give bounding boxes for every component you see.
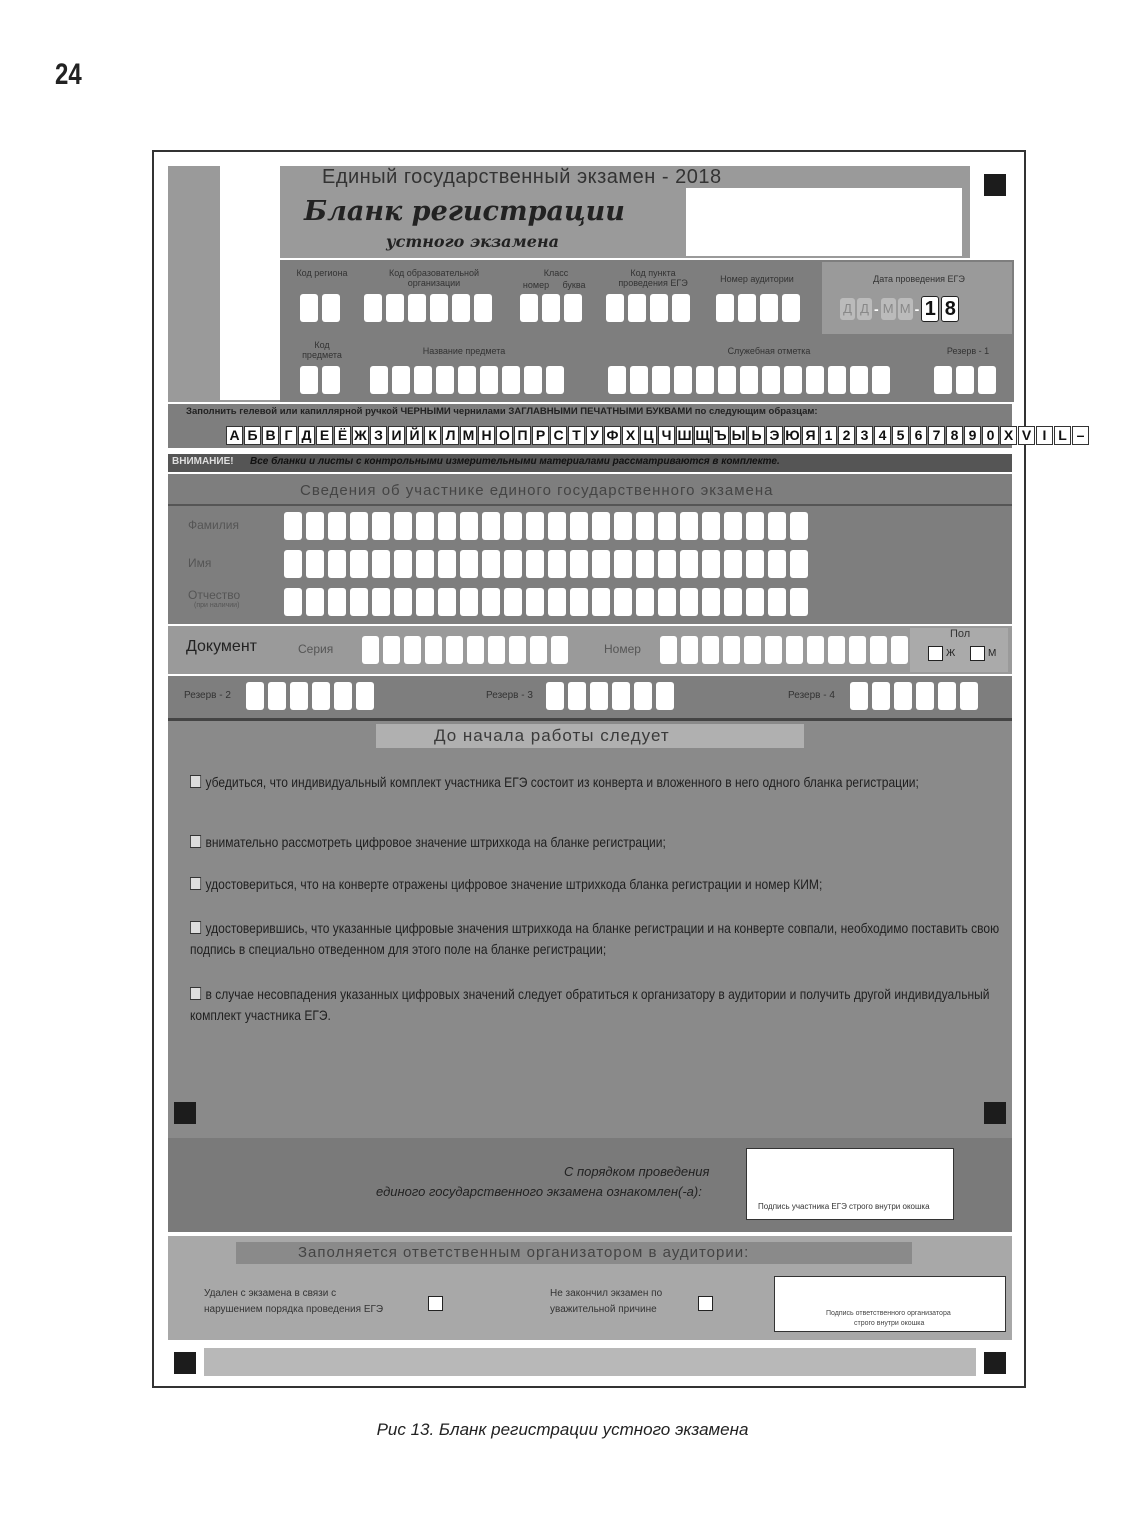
reserve1-cells[interactable]	[934, 366, 996, 394]
reserve4-cells[interactable]	[850, 682, 978, 710]
letter-cell[interactable]	[724, 550, 742, 578]
organizer-signature-caption-2: строго внутри окошка	[854, 1320, 925, 1327]
letter-cell[interactable]	[680, 588, 698, 616]
letter-cell[interactable]	[416, 512, 434, 540]
sample-glyph: Г	[280, 426, 297, 445]
reserve1-label: Резерв - 1	[946, 346, 990, 356]
letter-cell[interactable]	[790, 550, 808, 578]
letter-cell[interactable]	[702, 550, 720, 578]
letter-cell[interactable]	[592, 588, 610, 616]
sex-label: Пол	[950, 628, 971, 640]
participant-signature-caption: Подпись участника ЕГЭ строго внутри окошка	[758, 1202, 930, 1211]
date-year-2: 8	[941, 296, 959, 322]
sex-male-checkbox[interactable]	[970, 646, 985, 661]
letter-cell[interactable]	[394, 550, 412, 578]
sample-glyph: З	[370, 426, 387, 445]
patronymic-label: Отчество	[188, 588, 241, 602]
sample-glyph: Ж	[352, 426, 369, 445]
letter-cell[interactable]	[746, 550, 764, 578]
letter-cell[interactable]	[658, 588, 676, 616]
series-label: Серия	[298, 642, 334, 656]
blank-title: Бланк регистрации	[304, 196, 625, 227]
corner-marker-top-right	[984, 174, 1006, 196]
sample-glyph: 3	[856, 426, 873, 445]
sex-female-option[interactable]	[928, 646, 955, 661]
bottom-strip	[204, 1348, 976, 1376]
section-divider	[168, 504, 1012, 506]
instruction-item	[190, 772, 1003, 793]
letter-cell[interactable]	[548, 512, 566, 540]
organizer-section-title: Заполняется ответственным организатором в аудитории:	[298, 1244, 750, 1261]
date-month-1[interactable]: М	[881, 298, 896, 320]
not-finished-text-line-1: Не закончил экзамен по	[550, 1288, 663, 1299]
letter-cell[interactable]	[372, 550, 390, 578]
instruction-text: убедиться, что индивидуальный комплект участника ЕГЭ состоит из конверта и вложенного в него одного бланка регистрации;	[205, 774, 919, 790]
corner-marker-mid-left	[174, 1102, 196, 1124]
org-cells[interactable]	[364, 294, 492, 322]
sample-glyph: L	[1054, 426, 1071, 445]
letter-cell[interactable]	[482, 550, 500, 578]
sample-glyph: В	[262, 426, 279, 445]
sample-glyph: Ъ	[712, 426, 729, 445]
letter-cell[interactable]	[724, 588, 742, 616]
letter-cell[interactable]	[548, 550, 566, 578]
reserve4-label: Резерв - 4	[788, 690, 835, 701]
removed-text-line-1: Удален с экзамена в связи с	[204, 1288, 337, 1299]
letter-cell[interactable]	[614, 512, 632, 540]
sample-glyph: Щ	[695, 427, 710, 443]
letter-cell[interactable]	[636, 588, 654, 616]
sample-glyph: Ч	[658, 426, 675, 445]
number-label: Номер	[604, 642, 641, 656]
corner-marker-mid-right	[984, 1102, 1006, 1124]
surname-cells[interactable]	[284, 512, 808, 540]
series-cells[interactable]	[362, 636, 568, 664]
sample-glyph: Ы	[731, 427, 746, 443]
sample-glyph: О	[496, 426, 513, 445]
letter-cell[interactable]	[306, 588, 324, 616]
letter-cell[interactable]	[768, 550, 786, 578]
sample-glyph: Ё	[334, 426, 351, 445]
letter-cell[interactable]	[724, 512, 742, 540]
sample-glyph: Б	[244, 426, 261, 445]
sample-glyph: Э	[766, 426, 783, 445]
sample-glyph: Л	[442, 426, 459, 445]
letter-cell[interactable]	[438, 512, 456, 540]
sample-glyph: Е	[316, 426, 333, 445]
reserve2-label: Резерв - 2	[184, 690, 231, 701]
patronymic-cells[interactable]	[284, 588, 808, 616]
letter-cell[interactable]	[394, 512, 412, 540]
letter-cell[interactable]	[328, 512, 346, 540]
instruction-text: удостоверившись, что указанные цифровые значения штрихкода на бланке регистрации и на конверте совпали, необходимо поставить свою подпись в специально отведенном для этого поле на бланке регистрации;	[190, 920, 1000, 957]
service-mark-label: Служебная отметка	[727, 346, 811, 356]
letter-cell[interactable]	[284, 588, 302, 616]
letter-cell[interactable]	[768, 512, 786, 540]
subject-name-cells[interactable]	[370, 366, 564, 394]
sample-glyph: 7	[928, 426, 945, 445]
room-cells[interactable]	[716, 294, 800, 322]
instruction-text: внимательно рассмотреть цифровое значение штрихкода на бланке регистрации;	[205, 834, 666, 850]
sample-instruction: Заполнить гелевой или капиллярной ручкой ЧЕРНЫМИ чернилами ЗАГЛАВНЫМИ ПЕЧАТНЫМИ БУКВАМИ по следующим образцам:	[186, 406, 818, 417]
letter-cell[interactable]	[614, 588, 632, 616]
instruction-item	[190, 984, 1003, 1026]
name-label: Имя	[188, 556, 212, 570]
removed-checkbox[interactable]	[428, 1296, 443, 1311]
letter-cell[interactable]	[746, 512, 764, 540]
letter-cell[interactable]	[284, 512, 302, 540]
letter-cell[interactable]	[790, 588, 808, 616]
letter-cell[interactable]	[482, 512, 500, 540]
class-label: Класс	[543, 268, 569, 278]
date-month-2[interactable]: М	[898, 298, 913, 320]
patronymic-note: (при наличии)	[194, 602, 240, 609]
class-cells[interactable]	[520, 294, 582, 322]
class-number-label: номер	[522, 280, 550, 290]
letter-cell[interactable]	[570, 588, 588, 616]
sample-glyph: К	[424, 426, 441, 445]
letter-cell[interactable]	[350, 588, 368, 616]
not-finished-text-line-2: уважительной причине	[550, 1304, 657, 1315]
participant-section-title: Сведения об участнике единого государственного экзамена	[300, 482, 774, 499]
sample-glyph: –	[1072, 426, 1089, 445]
sample-glyph: Ф	[604, 426, 621, 445]
sample-glyph: П	[514, 426, 531, 445]
sample-glyph: Ь	[748, 426, 765, 445]
letter-cell[interactable]	[702, 588, 720, 616]
reserve3-cells[interactable]	[546, 682, 674, 710]
letter-cell[interactable]	[570, 550, 588, 578]
letter-cell[interactable]	[306, 512, 324, 540]
sample-glyph: 8	[946, 426, 963, 445]
checkbox-bullet-icon	[190, 921, 201, 934]
instruction-text: в случае несовпадения указанных цифровых значений следует обратиться к организатору в аудитории и получить другой индивидуальный комплект участника ЕГЭ.	[190, 986, 990, 1023]
date-sep-1: -	[874, 301, 879, 317]
sample-glyph: Д	[298, 426, 315, 445]
sample-glyph: Н	[478, 426, 495, 445]
document-label: Документ	[186, 638, 257, 655]
sex-male-label: М	[988, 648, 997, 659]
corner-marker-bottom-right	[984, 1352, 1006, 1374]
letter-cell[interactable]	[702, 512, 720, 540]
reserve3-label: Резерв - 3	[486, 690, 533, 701]
letter-cell[interactable]	[526, 588, 544, 616]
date-label: Дата проведения ЕГЭ	[873, 274, 965, 284]
sample-glyph: А	[226, 426, 243, 445]
sample-glyph: 9	[964, 426, 981, 445]
sample-glyph: 0	[982, 426, 999, 445]
sample-glyph: Й	[406, 426, 423, 445]
letter-cell[interactable]	[328, 550, 346, 578]
ppe-label: Код пункта проведения ЕГЭ	[618, 268, 688, 288]
letter-cell[interactable]	[460, 512, 478, 540]
not-finished-checkbox[interactable]	[698, 1296, 713, 1311]
checkbox-bullet-icon	[190, 987, 201, 1000]
date-year-1: 1	[921, 296, 939, 322]
letter-cell[interactable]	[658, 550, 676, 578]
reserve2-cells[interactable]	[246, 682, 374, 710]
date-sep-2: -	[914, 301, 920, 317]
letter-cell[interactable]	[460, 588, 478, 616]
letter-cell[interactable]	[526, 512, 544, 540]
letter-cell[interactable]	[570, 512, 588, 540]
sample-glyph: И	[388, 426, 405, 445]
sample-glyph: Я	[802, 426, 819, 445]
letter-cell[interactable]	[350, 512, 368, 540]
letter-cell[interactable]	[504, 550, 522, 578]
date-cells[interactable]	[840, 296, 959, 322]
letter-cell[interactable]	[592, 512, 610, 540]
subject-name-label: Название предмета	[422, 346, 506, 356]
letter-cell[interactable]	[636, 512, 654, 540]
letter-cell[interactable]	[394, 588, 412, 616]
acknowledgement-line-1: С порядком проведения	[564, 1164, 710, 1179]
instruction-text: удостовериться, что на конверте отражены цифровое значение штрихкода бланка регистрации и номер КИМ;	[205, 876, 823, 892]
sample-glyph: 5	[892, 426, 909, 445]
room-label: Номер аудитории	[720, 274, 794, 284]
sample-glyph: С	[550, 426, 567, 445]
letter-cell[interactable]	[438, 588, 456, 616]
barcode-area	[220, 166, 280, 400]
sample-glyph: Т	[568, 426, 585, 445]
letter-cell[interactable]	[306, 550, 324, 578]
letter-cell[interactable]	[350, 550, 368, 578]
removed-text-line-2: нарушением порядка проведения ЕГЭ	[204, 1304, 384, 1315]
sample-glyph: 1	[820, 426, 837, 445]
checkbox-bullet-icon	[190, 835, 201, 848]
surname-label: Фамилия	[188, 518, 239, 532]
letter-cell[interactable]	[548, 588, 566, 616]
letter-cell[interactable]	[416, 588, 434, 616]
instruction-item	[190, 918, 1003, 960]
subject-code-cells[interactable]	[300, 366, 340, 394]
number-cells[interactable]	[660, 636, 908, 664]
sex-male-option[interactable]	[970, 646, 996, 661]
letter-cell[interactable]	[658, 512, 676, 540]
organizer-signature-caption-1: Подпись ответственного организатора	[826, 1310, 951, 1317]
sample-glyph: 6	[910, 426, 927, 445]
letter-cell[interactable]	[592, 550, 610, 578]
letter-cell[interactable]	[614, 550, 632, 578]
letter-cell[interactable]	[790, 512, 808, 540]
sex-female-label: Ж	[946, 648, 956, 659]
sample-glyph: I	[1036, 426, 1053, 445]
exam-title: Единый государственный экзамен - 2018	[322, 166, 722, 188]
sample-glyph: М	[460, 426, 477, 445]
ppe-cells[interactable]	[606, 294, 690, 322]
letter-cell[interactable]	[328, 588, 346, 616]
checkbox-bullet-icon	[190, 775, 201, 788]
blank-subtitle: устного экзамена	[386, 232, 559, 251]
letter-cell[interactable]	[284, 550, 302, 578]
letter-cell[interactable]	[372, 588, 390, 616]
sample-glyph: Ш	[677, 427, 692, 443]
letter-cell[interactable]	[526, 550, 544, 578]
letter-cell[interactable]	[680, 512, 698, 540]
letter-cell[interactable]	[504, 512, 522, 540]
date-day-2[interactable]: Д	[857, 298, 872, 320]
qr-area	[686, 188, 962, 256]
warning-text: Все бланки и листы с контрольными измерительными материалами рассматриваются в комплекте.	[250, 456, 780, 467]
sample-glyph: X	[1000, 426, 1017, 445]
instruction-item	[190, 832, 1003, 853]
letter-cell[interactable]	[680, 550, 698, 578]
name-cells[interactable]	[284, 550, 808, 578]
region-cells[interactable]	[300, 294, 340, 322]
sample-glyph: V	[1018, 426, 1035, 445]
instructions-title: До начала работы следует	[434, 726, 670, 745]
sample-glyph: Х	[622, 426, 639, 445]
page-number: 24	[55, 58, 82, 91]
sample-glyph: Р	[532, 426, 549, 445]
date-day-1[interactable]: Д	[840, 298, 855, 320]
subject-code-label: Код предмета	[302, 340, 342, 360]
letter-cell[interactable]	[636, 550, 654, 578]
letter-cell[interactable]	[768, 588, 786, 616]
letter-cell[interactable]	[746, 588, 764, 616]
instruction-item	[190, 874, 1003, 895]
sample-glyph: Ю	[785, 427, 800, 443]
sex-female-checkbox[interactable]	[928, 646, 943, 661]
region-label: Код региона	[296, 268, 348, 278]
sample-glyph: 2	[838, 426, 855, 445]
letter-cell[interactable]	[482, 588, 500, 616]
sample-glyph: Ц	[640, 426, 657, 445]
corner-marker-bottom-left	[174, 1352, 196, 1374]
service-mark-cells[interactable]	[608, 366, 890, 394]
letter-cell[interactable]	[438, 550, 456, 578]
sample-glyph: 4	[874, 426, 891, 445]
letter-cell[interactable]	[460, 550, 478, 578]
letter-cell[interactable]	[416, 550, 434, 578]
sample-glyph-row	[226, 426, 1090, 445]
letter-cell[interactable]	[372, 512, 390, 540]
registration-form	[152, 150, 1085, 1388]
letter-cell[interactable]	[504, 588, 522, 616]
sample-glyph: У	[586, 426, 603, 445]
org-label: Код образовательной организации	[388, 268, 480, 288]
warning-label: ВНИМАНИЕ!	[172, 456, 234, 467]
class-letter-label: буква	[562, 280, 586, 290]
section-divider	[168, 718, 1012, 721]
figure-caption: Рис 13. Бланк регистрации устного экзамена	[376, 1420, 749, 1439]
acknowledgement-line-2: единого государственного экзамена ознакомлен(-а):	[376, 1184, 702, 1199]
checkbox-bullet-icon	[190, 877, 201, 890]
